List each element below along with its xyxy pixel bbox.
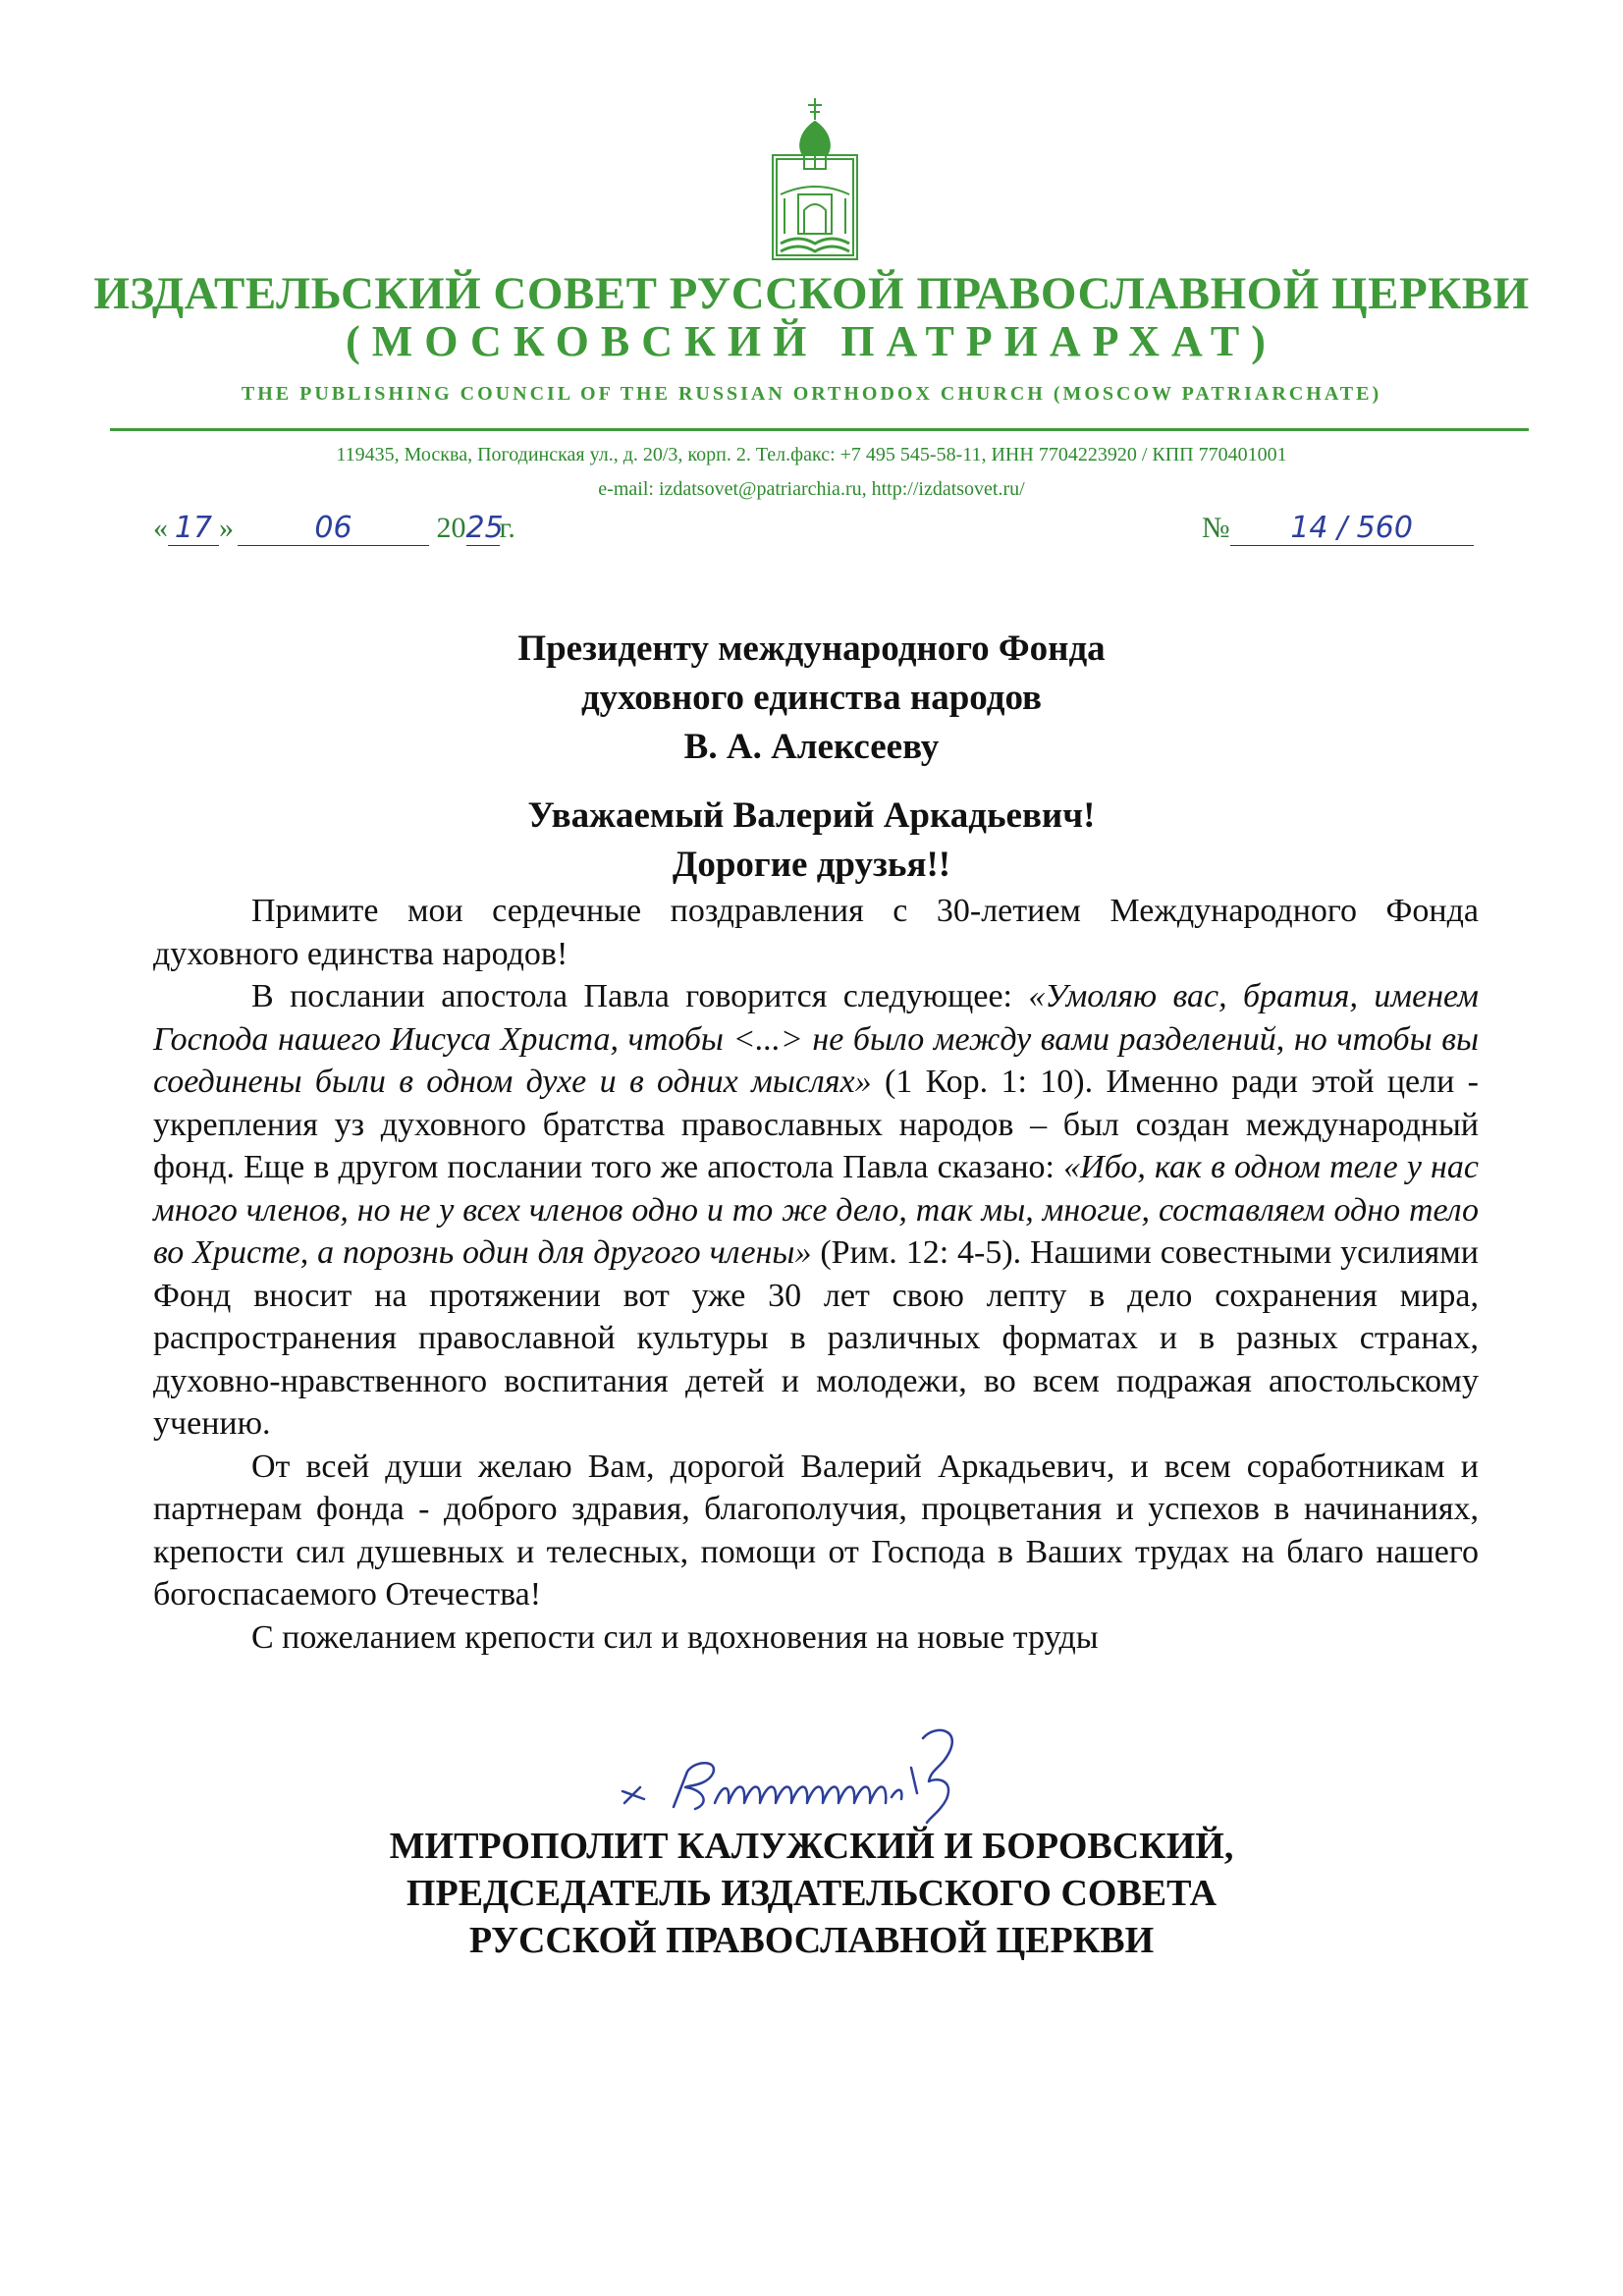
date-year-suffix: 25	[465, 511, 504, 545]
reference-number-field	[1202, 511, 1474, 546]
date-year-prefix: 20	[436, 512, 466, 544]
salutation	[0, 792, 1623, 890]
paragraph-text: В послании апостола Павла говорится следующее:	[251, 978, 1029, 1014]
date-month: 06	[238, 511, 429, 546]
paragraph-congratulation: Примите мои сердечные поздравления с 30-летием Международного Фонда духовного единства народов!	[153, 893, 1479, 972]
scripture-quote: «Ибо, как в одном теле у нас много членов, но не у всех членов одно и то же дело, так мы, многие, составляем одно тело во Христе, а порознь один для другого члены»	[153, 1149, 1479, 1271]
date-year-end: г.	[499, 512, 515, 544]
number-sign: №	[1202, 512, 1230, 544]
signatory-title-line2: ПРЕДСЕДАТЕЛЬ ИЗДАТЕЛЬСКОГО СОВЕТА	[406, 1873, 1217, 1914]
org-name-english: THE PUBLISHING COUNCIL OF THE RUSSIAN ORTHODOX CHURCH (MOSCOW PATRIARCHATE)	[241, 383, 1382, 405]
org-name-line1: ИЗДАТЕЛЬСКИЙ СОВЕТ РУССКОЙ ПРАВОСЛАВНОЙ ЦЕРКВИ	[93, 268, 1530, 319]
date-day: 17	[168, 511, 219, 546]
paragraph-scripture	[153, 975, 1479, 1446]
addressee-line2: духовного единства народов	[580, 678, 1043, 718]
handwritten-signature	[617, 1709, 1068, 1827]
scripture-quote: «Умоляю вас, братия, именем Господа нашего Иисуса Христа, чтобы <...> не было между вами разделений, но чтобы вы соединены были в одном духе и в одних мыслях»	[153, 978, 1479, 1100]
church-logo-icon	[771, 96, 859, 263]
header-divider	[110, 428, 1529, 431]
reference-number: 14 / 560	[1230, 511, 1474, 546]
addressee-block	[0, 625, 1623, 772]
signatory-title-line1: МИТРОПОЛИТ КАЛУЖСКИЙ И БОРОВСКИЙ,	[389, 1826, 1234, 1867]
signatory-title-line3: РУССКОЙ ПРАВОСЛАВНОЙ ЦЕРКВИ	[468, 1920, 1155, 1961]
signatory-block	[0, 1823, 1623, 1964]
paragraph-text: (Рим. 12: 4-5). Нашими совестными усилиями Фонд вносит на протяжении вот уже 30 лет свою лепту в дело сохранения мира, распространения православной культуры в различных форматах и в разных странах, духовно-нравственного воспитания детей и молодежи, во всем подражая апостольскому учению.	[153, 1234, 1479, 1442]
date-open-quote: «	[153, 512, 168, 544]
letter-body	[153, 890, 1479, 1659]
date-field	[153, 511, 515, 546]
addressee-line1: Президенту международного Фонда	[517, 629, 1106, 669]
org-name-line2: (МОСКОВСКИЙ ПАТРИАРХАТ)	[346, 317, 1277, 365]
address-line: 119435, Москва, Погодинская ул., д. 20/3, корп. 2. Тел.факс: +7 495 545-58-11, ИНН 7704223920 / КПП 770401001	[336, 444, 1287, 465]
contact-line: e-mail: izdatsovet@patriarchia.ru, http://izdatsovet.ru/	[598, 478, 1025, 500]
paragraph-wishes: От всей души желаю Вам, дорогой Валерий Аркадьевич, и всем соработникам и партнерам фонда - доброго здравия, благополучия, процветания и успехов в начинаниях, крепости сил душевных и телесных, помощи от Господа в Ваших трудах на благо нашего богоспасаемого Отечества!	[153, 1448, 1479, 1613]
salutation-line1: Уважаемый Валерий Аркадьевич!	[527, 795, 1096, 836]
addressee-name: В. А. Алексееву	[683, 727, 940, 767]
paragraph-text: (1 Кор. 1: 10). Именно ради этой цели - укрепления уз духовного братства православных народов – был создан международный фонд. Еще в другом послании того же апостола Павла сказано:	[153, 1064, 1479, 1185]
paragraph-closing: С пожеланием крепости сил и вдохновения на новые труды	[251, 1618, 1099, 1656]
date-close-quote: »	[219, 512, 234, 544]
salutation-line2: Дорогие друзья!!	[672, 845, 951, 885]
